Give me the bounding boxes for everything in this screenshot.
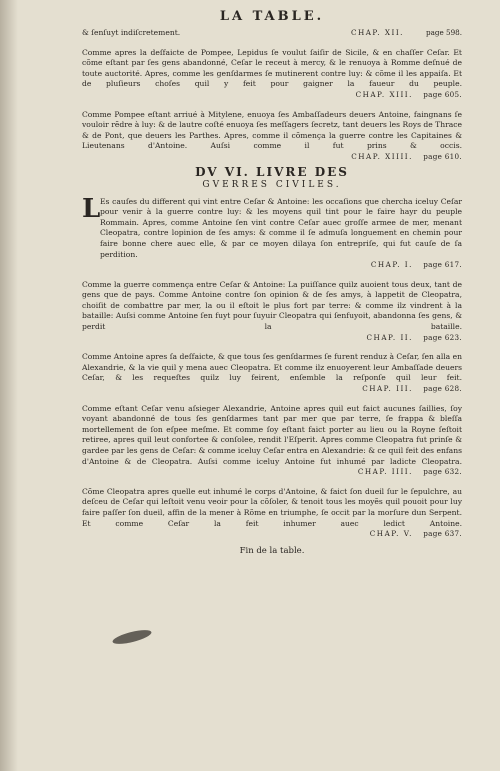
page-ref: page 617. — [423, 260, 462, 270]
table-entry — [82, 280, 462, 344]
chap-ref: CHAP. II. — [366, 332, 413, 342]
entry-text: Comme apres la deſfaicte de Pompee, Lepidus ſe voulut ſaiſir de Sicile, & en chaſſer Ceſar. Et cõme eſtant par ſes gens abandonné, Ceſar le receut à mercy, & le renuoya à Romme deſnué de toute auctorité. Apres, comme les genſdarmes ſe mutinerent contre luy: & cõme il les appaiſa. Et de pluſieurs choſes quil y feit pour gaigner la faueur du peuple. — [82, 47, 462, 89]
chap-ref: CHAP. XIIII. — [351, 151, 413, 161]
chap-ref: CHAP. XII. — [350, 28, 404, 37]
page-ref: page 637. — [423, 529, 462, 539]
top-continuation — [82, 28, 462, 39]
entry-text: Comme Pompee eſtant arriué à Mitylene, enuoya ſes Ambaſſadeurs deuers Antoine, faingnans ſe vouloir rẽdre à luy: & de lautre coſté enuoya ſes meſſagers ſecretz, tant deuers les Roys de Thrace & de Pont, que deuers les Parthes. Apres, comme il cõmença la guerre contre les Capitaines & Lieutenans d'Antoine. Auſsi comme il fut prins & occis. — [82, 109, 463, 151]
chap-ref: CHAP. V. — [369, 529, 413, 539]
table-entry — [82, 193, 462, 271]
page-ref: page 623. — [423, 332, 462, 342]
table-entry — [82, 352, 462, 394]
page-ref: page 628. — [423, 384, 462, 394]
table-entry — [82, 404, 462, 478]
chap-ref: CHAP. I. — [370, 260, 413, 270]
section-subtitle: GVERRES CIVILES. — [202, 179, 342, 190]
continuation-text: & ſenſuyt indiſcretement. — [82, 28, 181, 37]
ink-blot — [111, 627, 152, 646]
page-ref: page 605. — [423, 89, 462, 99]
page-ref: page 610. — [423, 151, 462, 161]
drop-cap: L — [82, 193, 101, 224]
entry-text: Es cauſes du different qui vint entre Ceſar & Antoine: les occaſions que chercha iceluy Ceſar pour venir à la guerre contre luy: & les moyens quil tint pour le faire hayr du peuple Rommain. Apres, comme Antoine ſen vint contre Ceſar auec groſſe armee de mer, menant Cleopatra, contre lopinion de ſes amys: & comme il ſe admuſa longuement en chemin pour faire bonne chere auec elle, & par ce moyen dilaya ſon entrepriſe, qui fut cauſe de ſa perdition. — [100, 196, 462, 259]
table-entry — [82, 110, 462, 163]
table-entry — [82, 48, 462, 101]
entry-text: Comme la guerre commença entre Ceſar & Antoine: La puiſſance quilz auoient tous deux, tant de gens que de pays. Comme Antoine contre ſon opinion & de ſes amys, à lappetit de Cleopatra, choiſit de combattre par mer, la ou il eſtoit le plus fort par terre: & comme ilz vindrent à la bataille: Auſsi comme Antoine ſen fuyt pour ſuyuir Cleopatra qui ſenfuyoit, abandonna ſes gens, & perdit la bataille. — [82, 279, 462, 332]
end-of-table: Fin de la table. — [239, 545, 305, 556]
page-ref: page 632. — [423, 467, 462, 477]
chap-ref: CHAP. III. — [362, 384, 413, 394]
entry-text: Comme eſtant Ceſar venu aſsieger Alexandrie, Antoine apres quil eut faict aucunes ſaillies, ſoy voyant abandonné de tous ſes genſdarmes tant par mer que par terre, ſe frappa & bleſſa mortellement de ſon eſpee meſme. Et comme ſoy eſtant faict porter au lieu ou la Royne ſeſtoit retiree, apres quil leut confortee & conſolee, rendit l'Eſperit. Apres comme Cleopatra fut prinſe & gardee par les gens de Ceſar: & comme iceluy Ceſar entra en Alexandrie: & ce quil feit des enfans d'Antoine & de Cleopatra. Auſsi comme iceluy Antoine fut inhumé par ladicte Cleopatra. — [82, 403, 462, 466]
header-title: LA TABLE. — [219, 9, 325, 24]
chap-ref: CHAP. XIII. — [355, 89, 413, 99]
table-entry — [82, 487, 462, 540]
page-ref: page 598. — [425, 28, 462, 37]
chap-ref: CHAP. IIII. — [357, 467, 413, 477]
page-gutter-shadow — [0, 0, 18, 771]
entry-text: Cõme Cleopatra apres quelle eut inhumé le corps d'Antoine, & faict ſon dueil ſur le ſepulchre, au deſceu de Ceſar qui leſtoit venu veoir pour la cõſoler, & tenoit tous les moyẽs quil pouoit pour luy faire paſſer ſon dueil, affin de la mener à Rõme en triumphe, ſe occit par la morſure dun Serpent. Et comme Ceſar la feit inhumer auec ledict Antoine. — [82, 486, 462, 528]
entry-text: Comme Antoine apres ſa deſfaicte, & que tous ſes genſdarmes ſe furent renduz à Ceſar, ſen alla en Alexandrie, & la vie quil y mena auec Cleopatra. Et comme ilz enuoyerent leur Ambaſſade deuers Ceſar, & les requeſtes quilz luy feirent, enſemble la reſponſe quil leur feit. — [82, 352, 463, 383]
section-title: DV VI. LIVRE DES — [195, 164, 349, 179]
running-header — [82, 6, 462, 28]
